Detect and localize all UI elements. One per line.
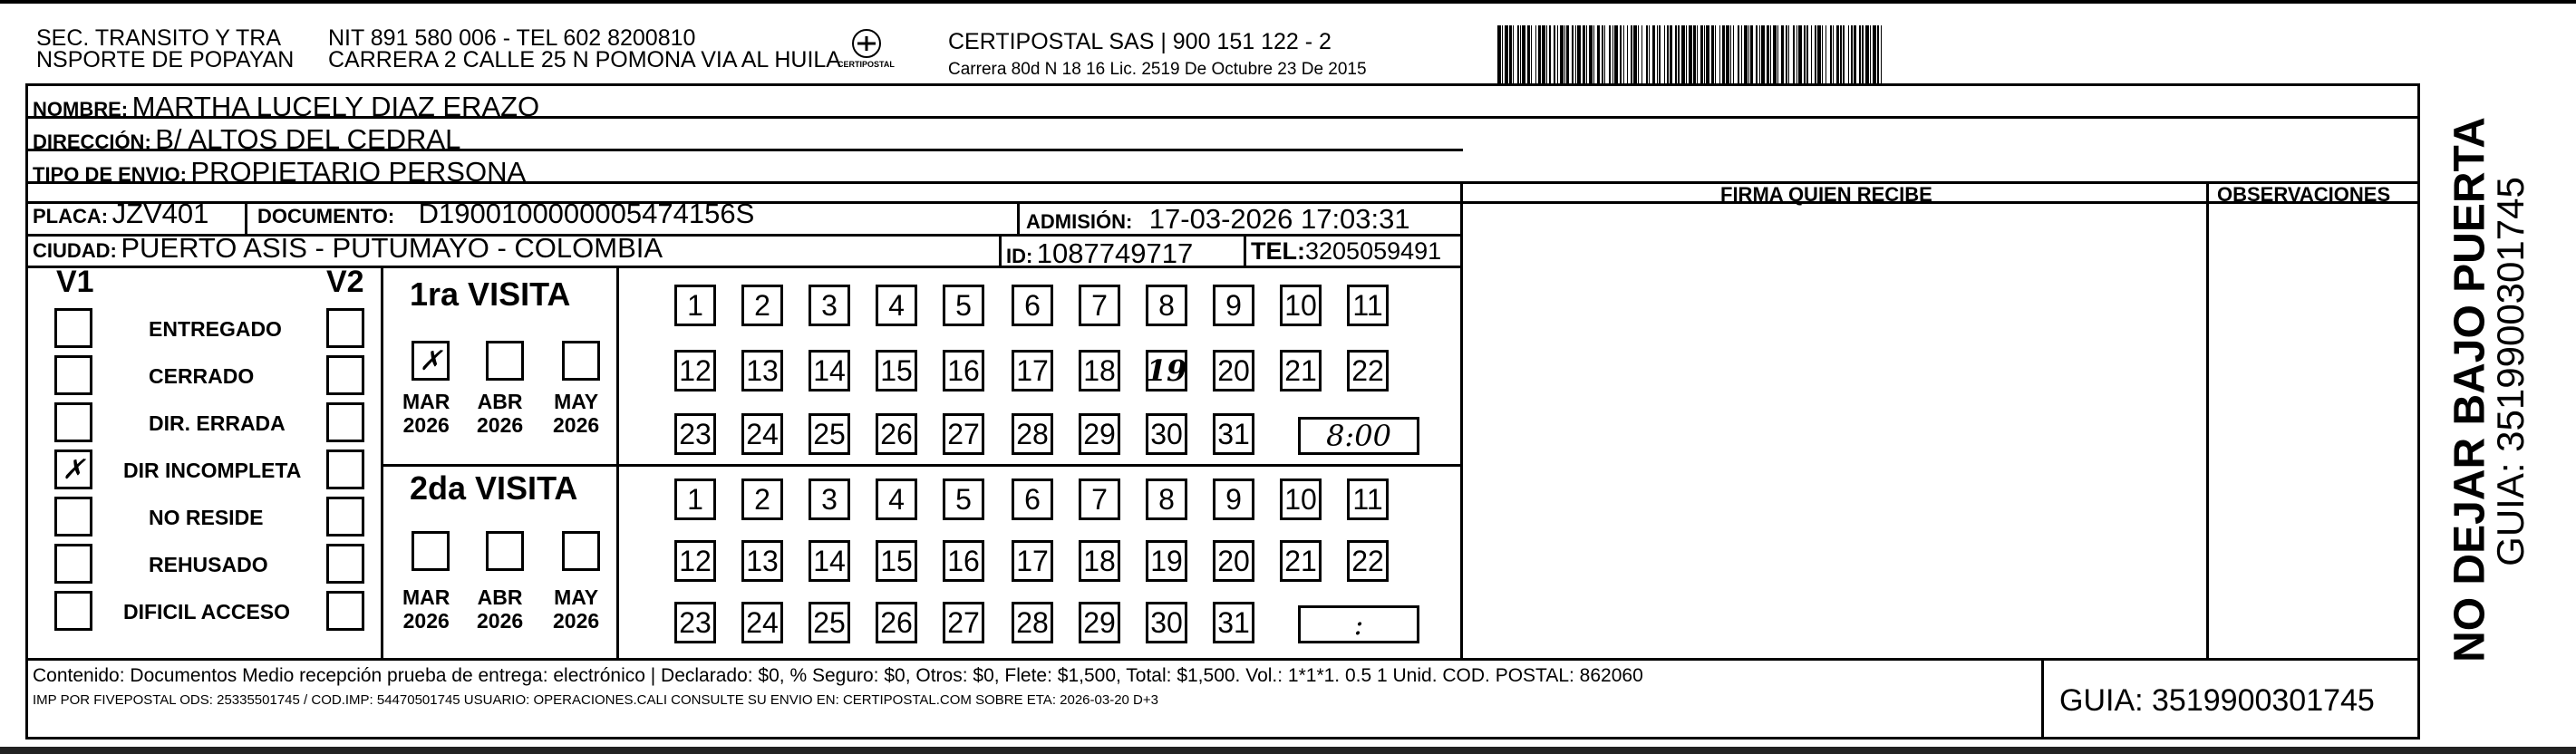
month-name: ABR (477, 585, 523, 609)
v2-checkbox[interactable] (326, 544, 364, 584)
day-box[interactable]: 31 (1213, 602, 1254, 643)
day-box[interactable]: 13 (741, 540, 783, 582)
day-box[interactable]: 3 (809, 478, 850, 520)
day-box[interactable]: 1 (674, 478, 716, 520)
name-label: NOMBRE: MARTHA LUCELY DIAZ ERAZO (33, 91, 540, 122)
day-box[interactable]: 2 (741, 478, 783, 520)
day-box[interactable]: 7 (1079, 285, 1120, 326)
day-box[interactable]: 21 (1280, 540, 1322, 582)
day-box[interactable]: 25 (809, 602, 850, 643)
license-line: Carrera 80d N 18 16 Lic. 2519 De Octubre 23 De 2015 (948, 60, 1367, 79)
plate-row: PLACA: JZV401 (33, 198, 209, 229)
day-box[interactable]: 21 (1280, 350, 1322, 392)
v2-checkbox[interactable] (326, 450, 364, 489)
day-box[interactable]: 24 (741, 413, 783, 455)
day-box[interactable]: 6 (1012, 478, 1053, 520)
day-box[interactable]: 5 (943, 285, 984, 326)
day-box[interactable]: 24 (741, 602, 783, 643)
month-year: 2026 (402, 413, 450, 437)
side-guia: GUIA: 3519900301745 (2489, 177, 2532, 566)
month-name: ABR (477, 390, 523, 413)
status-option-label: DIR INCOMPLETA (123, 459, 302, 482)
day-box[interactable]: 9 (1213, 285, 1254, 326)
day-box[interactable]: 29 (1079, 602, 1120, 643)
plate-value: JZV401 (111, 198, 209, 229)
day-box[interactable]: 15 (876, 350, 917, 392)
status-sep (381, 266, 383, 660)
v1-checkbox[interactable] (54, 497, 92, 536)
day-box[interactable]: 1 (674, 285, 716, 326)
day-box[interactable]: 11 (1347, 478, 1389, 520)
send-type: PROPIETARIO PERSONA (190, 156, 527, 188)
day-box[interactable]: 28 (1012, 602, 1053, 643)
day-box[interactable]: 25 (809, 413, 850, 455)
tel-row: TEL:3205059491 (1251, 237, 1442, 265)
month-label (553, 585, 599, 633)
day-box[interactable]: 4 (876, 478, 917, 520)
month-label (402, 390, 450, 437)
sender-line1: SEC. TRANSITO Y TRA (36, 25, 281, 51)
v2-checkbox[interactable] (326, 308, 364, 348)
time-box[interactable]: 8:00 (1298, 417, 1419, 455)
city-row: CIUDAD: PUERTO ASIS - PUTUMAYO - COLOMBIA (33, 232, 663, 264)
company-line: CERTIPOSTAL SAS | 900 151 122 - 2 (948, 29, 1332, 54)
month-label (553, 390, 599, 437)
month-label (402, 585, 450, 633)
status-option-label: DIFICIL ACCESO (123, 600, 291, 624)
status-option-label: CERRADO (149, 364, 255, 388)
v2-checkbox[interactable] (326, 355, 364, 395)
id-value: 1087749717 (1036, 237, 1194, 269)
imp-line: IMP POR FIVEPOSTAL ODS: 25335501745 / COD.IMP: 54470501745 USUARIO: OPERACIONES.CALI CONSULTE SU ENVIO EN: CERTIPOSTAL.COM SOBRE ETA: 2026-03-20 D+3 (33, 692, 1158, 708)
nit-line: NIT 891 580 006 - TEL 602 8200810 (328, 25, 696, 51)
time-box[interactable]: : (1298, 605, 1419, 643)
status-option-label: DIR. ERRADA (149, 411, 286, 435)
day-box[interactable]: 28 (1012, 413, 1053, 455)
tel-sep (1244, 234, 1246, 266)
v1-checkbox[interactable] (54, 591, 92, 631)
day-box[interactable]: 16 (943, 540, 984, 582)
day-box[interactable]: 18 (1079, 540, 1120, 582)
day-box[interactable]: 22 (1347, 350, 1389, 392)
day-box[interactable]: 12 (674, 350, 716, 392)
month-name: MAR (402, 585, 450, 609)
v1-checkbox[interactable] (54, 308, 92, 348)
day-box[interactable]: 9 (1213, 478, 1254, 520)
col-obs-left (2206, 181, 2209, 660)
guia-box-sep (2041, 658, 2044, 740)
admission-value: 17-03-2026 17:03:31 (1148, 203, 1410, 235)
month-year: 2026 (402, 609, 450, 633)
bottom-edge (0, 747, 2576, 754)
v2-label: V2 (326, 265, 364, 299)
day-box[interactable]: 29 (1079, 413, 1120, 455)
day-box[interactable]: 20 (1213, 350, 1254, 392)
day-box[interactable]: 5 (943, 478, 984, 520)
day-box[interactable]: 19 (1146, 350, 1187, 392)
v1-checkbox[interactable] (54, 355, 92, 395)
address-line: CARRERA 2 CALLE 25 N POMONA VIA AL HUILA (328, 47, 841, 72)
month-year: 2026 (553, 609, 600, 633)
day-box[interactable]: 26 (876, 602, 917, 643)
month-year: 2026 (477, 609, 524, 633)
top-border (0, 0, 2576, 4)
day-box[interactable]: 11 (1347, 285, 1389, 326)
day-box[interactable]: 15 (876, 540, 917, 582)
month-checkbox[interactable] (412, 531, 450, 571)
month-checkbox[interactable] (562, 531, 600, 571)
day-box[interactable]: 14 (809, 540, 850, 582)
month-year: 2026 (553, 413, 600, 437)
day-box[interactable]: 17 (1012, 350, 1053, 392)
day-box[interactable]: 8 (1146, 478, 1187, 520)
day-box[interactable]: 16 (943, 350, 984, 392)
day-box[interactable]: 10 (1280, 478, 1322, 520)
day-box[interactable]: 10 (1280, 285, 1322, 326)
day-box[interactable]: 30 (1146, 602, 1187, 643)
no-dejar-bajo-puerta: NO DEJAR BAJO PUERTA (2445, 117, 2494, 662)
day-box[interactable]: 2 (741, 285, 783, 326)
month-name: MAR (402, 390, 450, 413)
day-box[interactable]: 17 (1012, 540, 1053, 582)
day-box[interactable]: 31 (1213, 413, 1254, 455)
day-box[interactable]: 27 (943, 602, 984, 643)
month-checkbox[interactable] (562, 341, 600, 381)
status-option-label: REHUSADO (149, 553, 268, 576)
day-box[interactable]: 14 (809, 350, 850, 392)
day-box[interactable]: 26 (876, 413, 917, 455)
day-box[interactable]: 8 (1146, 285, 1187, 326)
certipostal-logo (834, 27, 899, 72)
logo-wordmark: CERTIPOSTAL (838, 60, 895, 69)
admission-sep (1017, 201, 1020, 234)
visit2-title: 2da VISITA (410, 469, 578, 507)
day-box[interactable]: 23 (674, 602, 716, 643)
day-box[interactable]: 13 (741, 350, 783, 392)
day-box[interactable]: 27 (943, 413, 984, 455)
recipient-address: B/ ALTOS DEL CEDRAL (155, 123, 461, 155)
day-box[interactable]: 22 (1347, 540, 1389, 582)
col-sign-left (1460, 181, 1463, 660)
document-row: DOCUMENTO: D1900100000005474156S (257, 198, 755, 229)
admission-row: ADMISIÓN: 17-03-2026 17:03:31 (1026, 203, 1410, 235)
observations-header: OBSERVACIONES (2217, 183, 2391, 206)
v2-checkbox[interactable] (326, 497, 364, 536)
send-type-row: TIPO DE ENVIO: PROPIETARIO PERSONA (33, 156, 527, 188)
v1-checkbox[interactable] (54, 544, 92, 584)
month-checkbox[interactable]: ✗ (412, 341, 450, 381)
plate-sep (245, 201, 247, 234)
v1-checkbox[interactable] (54, 402, 92, 442)
day-box[interactable]: 12 (674, 540, 716, 582)
v1-label: V1 (56, 265, 94, 299)
document-value: D1900100000005474156S (418, 198, 755, 229)
month-label (477, 585, 523, 633)
day-box[interactable]: 20 (1213, 540, 1254, 582)
month-label (477, 390, 523, 437)
day-box[interactable]: 23 (674, 413, 716, 455)
day-box[interactable]: 19 (1146, 540, 1187, 582)
day-box[interactable]: 6 (1012, 285, 1053, 326)
day-box[interactable]: 3 (809, 285, 850, 326)
month-checkbox[interactable] (486, 341, 524, 381)
month-name: MAY (554, 390, 599, 413)
month-checkbox[interactable] (486, 531, 524, 571)
month-sep (616, 266, 619, 660)
barcode (1497, 25, 2168, 83)
id-sep (999, 234, 1002, 266)
month-name: MAY (554, 585, 599, 609)
v2-checkbox[interactable] (326, 591, 364, 631)
id-row: ID: 1087749717 (1006, 237, 1194, 269)
day-box[interactable]: 4 (876, 285, 917, 326)
signature-header: FIRMA QUIEN RECIBE (1720, 183, 1932, 206)
v1-checkbox[interactable]: ✗ (54, 450, 92, 489)
month-year: 2026 (477, 413, 524, 437)
tel-value: 3205059491 (1305, 237, 1442, 265)
status-option-label: ENTREGADO (149, 317, 282, 341)
city-value: PUERTO ASIS - PUTUMAYO - COLOMBIA (121, 232, 663, 264)
day-box[interactable]: 30 (1146, 413, 1187, 455)
visit1-title: 1ra VISITA (410, 276, 571, 313)
v2-checkbox[interactable] (326, 402, 364, 442)
recipient-name: MARTHA LUCELY DIAZ ERAZO (131, 91, 540, 122)
footer-line (25, 658, 2420, 661)
guia-box: GUIA: 3519900301745 (2059, 683, 2375, 718)
row-line-6 (25, 266, 1463, 268)
day-box[interactable]: 7 (1079, 478, 1120, 520)
visit-divider (381, 464, 1462, 467)
status-option-label: NO RESIDE (149, 506, 264, 529)
content-line: Contenido: Documentos Medio recepción prueba de entrega: electrónico | Declarado: $0, % Seguro: $0, Otros: $0, Flete: $1,500, Total: $1,500. Vol.: 1*1*1. 0.5 1 Unid. COD. POSTAL: 862060 (33, 665, 1643, 686)
day-box[interactable]: 18 (1079, 350, 1120, 392)
sender-line2: NSPORTE DE POPAYAN (36, 47, 295, 72)
address-row: DIRECCIÓN: B/ ALTOS DEL CEDRAL (33, 123, 461, 155)
